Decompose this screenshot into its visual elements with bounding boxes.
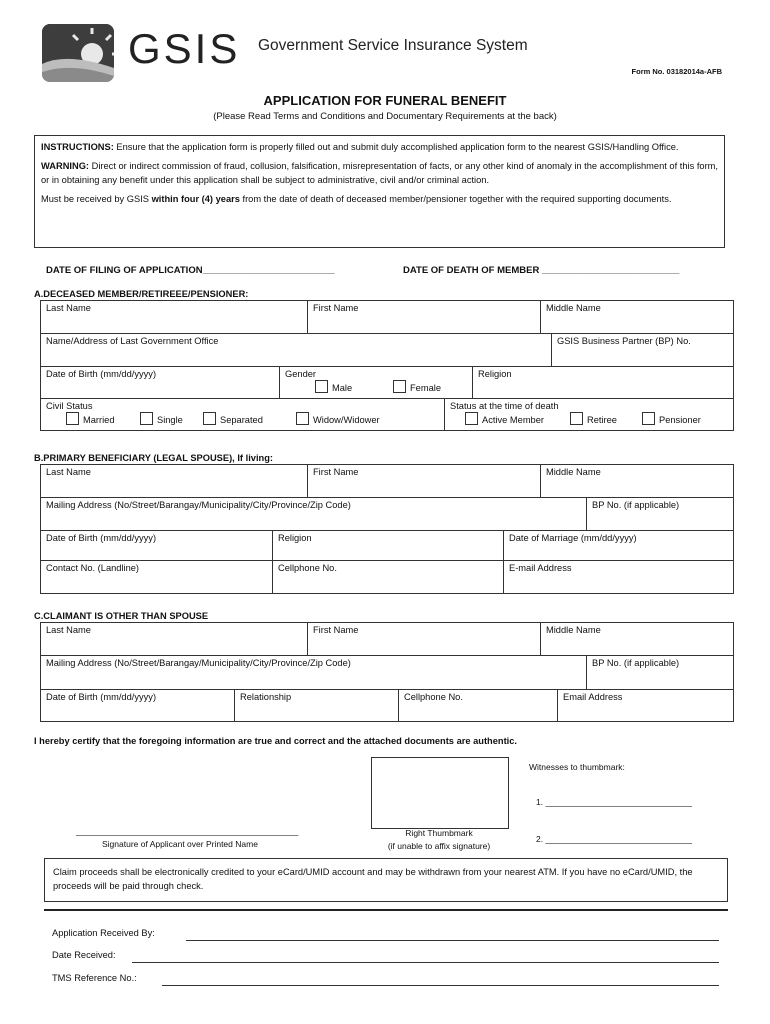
deadline-paragraph xyxy=(41,192,718,206)
civil-married-option[interactable] xyxy=(66,412,115,425)
tms-reference-line[interactable] xyxy=(162,985,719,986)
gsis-logo xyxy=(42,24,114,82)
option-label: Pensioner xyxy=(659,415,701,425)
section-c-name-row xyxy=(40,622,734,656)
status-pensioner-option[interactable] xyxy=(642,412,701,425)
spouse-first-name-field[interactable] xyxy=(307,465,540,497)
witnesses-title: Witnesses to thumbmark: xyxy=(529,762,625,772)
field-label: Middle Name xyxy=(546,467,601,477)
option-label: Female xyxy=(410,383,442,393)
deadline-pre: Must be received by GSIS xyxy=(41,194,152,204)
last-government-office-field[interactable] xyxy=(41,334,551,366)
section-c-dob-row xyxy=(40,689,734,722)
field-label: Cellphone No. xyxy=(404,692,463,702)
bp-number-field[interactable] xyxy=(551,334,733,366)
claimant-relationship-field[interactable] xyxy=(234,690,398,721)
field-label: Date of Birth (mm/dd/yyyy) xyxy=(46,533,157,543)
field-label: Last Name xyxy=(46,467,91,477)
warning-label: WARNING: xyxy=(41,161,90,171)
field-label: Gender xyxy=(285,369,317,379)
field-label: Date of Marriage (mm/dd/yyyy) xyxy=(509,533,637,543)
deceased-religion-field[interactable] xyxy=(472,367,733,398)
option-label: Active Member xyxy=(482,415,544,425)
received-by-label: Application Received By: xyxy=(52,928,155,938)
claimant-email-field[interactable] xyxy=(557,690,733,721)
instructions-text: Ensure that the application form is properly filled out and submit duly accomplished application form to the nearest GSIS/Handling Office. xyxy=(113,142,679,152)
option-label: Married xyxy=(83,415,115,425)
deceased-first-name-field[interactable] xyxy=(307,301,540,333)
field-label: Status at the time of death xyxy=(450,401,559,411)
date-of-death-field[interactable]: DATE OF DEATH OF MEMBER __________________________ xyxy=(403,265,680,276)
spouse-middle-name-field[interactable] xyxy=(540,465,733,497)
field-label: Mailing Address (No/Street/Barangay/Municipality/City/Province/Zip Code) xyxy=(46,658,351,668)
spouse-mailing-address-field[interactable] xyxy=(41,498,586,530)
field-label: GSIS Business Partner (BP) No. xyxy=(557,336,691,346)
status-retiree-option[interactable] xyxy=(570,412,617,425)
date-of-filing-field[interactable]: DATE OF FILING OF APPLICATION_________________________ xyxy=(46,265,335,276)
date-of-marriage-field[interactable] xyxy=(503,531,733,560)
field-label: E-mail Address xyxy=(509,563,572,573)
gender-male-option[interactable] xyxy=(315,380,352,393)
option-label: Widow/Widower xyxy=(313,415,380,425)
tms-reference-label: TMS Reference No.: xyxy=(52,973,137,983)
form-title: APPLICATION FOR FUNERAL BENEFIT xyxy=(263,93,507,108)
spouse-cellphone-field[interactable] xyxy=(272,561,503,593)
date-received-line[interactable] xyxy=(132,962,719,963)
form-number: Form No. 03182014a-AFB xyxy=(631,67,722,76)
gsis-logo-sun-icon xyxy=(42,24,114,82)
field-label: Date of Birth (mm/dd/yyyy) xyxy=(46,692,157,702)
claimant-last-name-field[interactable] xyxy=(41,623,307,655)
divider xyxy=(44,909,728,911)
active-member-checkbox[interactable] xyxy=(465,412,478,425)
claimant-middle-name-field[interactable] xyxy=(540,623,733,655)
female-checkbox[interactable] xyxy=(393,380,406,393)
warning-text: Direct or indirect commission of fraud, collusion, falsification, misrepresentation of facts, or any other kind of anomaly in the accomplishment of this form, or in obtaining any benefit under this application shall be subject to administrative, civil and/or criminal action. xyxy=(41,161,718,185)
field-label: BP No. (if applicable) xyxy=(592,658,680,668)
section-a-title: A.DECEASED MEMBER/RETIREEE/PENSIONER: xyxy=(34,289,249,299)
field-label: Email Address xyxy=(563,692,623,702)
section-a-dob-row xyxy=(40,366,734,399)
claim-proceeds-note: Claim proceeds shall be electronically credited to your eCard/UMID account and may be withdrawn from your nearest ATM. If you have no eCard/UMID, the proceeds will be paid through check. xyxy=(44,858,728,902)
spouse-religion-field[interactable] xyxy=(272,531,503,560)
pensioner-checkbox[interactable] xyxy=(642,412,655,425)
section-a-status-row xyxy=(40,398,734,431)
date-received-label: Date Received: xyxy=(52,950,116,960)
section-c-address-row xyxy=(40,655,734,690)
separated-checkbox[interactable] xyxy=(203,412,216,425)
married-checkbox[interactable] xyxy=(66,412,79,425)
male-checkbox[interactable] xyxy=(315,380,328,393)
claimant-cellphone-field[interactable] xyxy=(398,690,557,721)
option-label: Separated xyxy=(220,415,263,425)
instructions-paragraph xyxy=(41,140,718,154)
instructions-box xyxy=(34,135,725,248)
claimant-first-name-field[interactable] xyxy=(307,623,540,655)
signature-line[interactable]: _______________________________________________ xyxy=(76,826,299,836)
spouse-dob-field[interactable] xyxy=(41,531,272,560)
section-a-office-row xyxy=(40,333,734,367)
retiree-checkbox[interactable] xyxy=(570,412,583,425)
single-checkbox[interactable] xyxy=(140,412,153,425)
thumbmark-label: Right Thumbmark xyxy=(405,828,473,838)
field-label: Last Name xyxy=(46,303,91,313)
field-label: First Name xyxy=(313,303,359,313)
field-label: Date of Birth (mm/dd/yyyy) xyxy=(46,369,157,379)
claimant-bp-number-field[interactable] xyxy=(586,656,733,689)
signature-label: Signature of Applicant over Printed Name xyxy=(102,839,258,849)
section-b-dob-row xyxy=(40,530,734,561)
deadline-bold: within four (4) years xyxy=(151,194,240,204)
section-b-name-row xyxy=(40,464,734,498)
received-by-line[interactable] xyxy=(186,940,719,941)
spouse-last-name-field[interactable] xyxy=(41,465,307,497)
field-label: Last Name xyxy=(46,625,91,635)
deceased-last-name-field[interactable] xyxy=(41,301,307,333)
civil-single-option[interactable] xyxy=(140,412,183,425)
field-label: Middle Name xyxy=(546,303,601,313)
civil-separated-option[interactable] xyxy=(203,412,263,425)
field-label: First Name xyxy=(313,467,359,477)
option-label: Retiree xyxy=(587,415,617,425)
field-label: Cellphone No. xyxy=(278,563,337,573)
option-label: Single xyxy=(157,415,183,425)
field-label: Religion xyxy=(478,369,512,379)
option-label: Male xyxy=(332,383,353,393)
instructions-label: INSTRUCTIONS: xyxy=(41,142,114,152)
certification-statement: I hereby certify that the foregoing information are true and correct and the attached documents are authentic. xyxy=(34,736,518,746)
section-a-name-row xyxy=(40,300,734,334)
brand-full-name: Government Service Insurance System xyxy=(258,37,528,54)
section-c-title: C.CLAIMANT IS OTHER THAN SPOUSE xyxy=(34,611,209,621)
spouse-landline-field[interactable] xyxy=(41,561,272,593)
claimant-dob-field[interactable] xyxy=(41,690,234,721)
thumbmark-note: (if unable to affix signature) xyxy=(387,841,491,851)
field-label: Name/Address of Last Government Office xyxy=(46,336,219,346)
section-b-title: B.PRIMARY BENEFICIARY (LEGAL SPOUSE), If living: xyxy=(34,453,273,463)
field-label: BP No. (if applicable) xyxy=(592,500,680,510)
witness-1-line[interactable]: 1. _______________________________ xyxy=(536,797,692,807)
field-label: Civil Status xyxy=(46,401,93,411)
field-label: Mailing Address (No/Street/Barangay/Municipality/City/Province/Zip Code) xyxy=(46,500,351,510)
thumbmark-box[interactable] xyxy=(371,757,509,829)
deceased-dob-field[interactable] xyxy=(41,367,279,398)
status-active-option[interactable] xyxy=(465,412,544,425)
field-label: Middle Name xyxy=(546,625,601,635)
section-b-contact-row xyxy=(40,560,734,594)
witness-2-line[interactable]: 2. _______________________________ xyxy=(536,834,692,844)
form-subtitle: (Please Read Terms and Conditions and Documentary Requirements at the back) xyxy=(213,111,557,122)
widow-checkbox[interactable] xyxy=(296,412,309,425)
field-label: Relationship xyxy=(240,692,292,702)
deadline-post: from the date of death of deceased member/pensioner together with the required supporting documents. xyxy=(239,194,672,204)
warning-paragraph xyxy=(41,159,718,187)
field-label: First Name xyxy=(313,625,359,635)
brand-logotype: GSIS xyxy=(128,25,241,72)
field-label: Contact No. (Landline) xyxy=(46,563,140,573)
spouse-email-field[interactable] xyxy=(503,561,733,593)
gender-field xyxy=(279,367,472,398)
claimant-mailing-address-field[interactable] xyxy=(41,656,586,689)
civil-widow-option[interactable] xyxy=(296,412,380,425)
status-at-death-field xyxy=(444,399,733,430)
field-label: Religion xyxy=(278,533,312,543)
deceased-middle-name-field[interactable] xyxy=(540,301,733,333)
gender-female-option[interactable] xyxy=(393,380,441,393)
spouse-bp-number-field[interactable] xyxy=(586,498,733,530)
section-b-address-row xyxy=(40,497,734,531)
civil-status-field xyxy=(41,399,444,430)
